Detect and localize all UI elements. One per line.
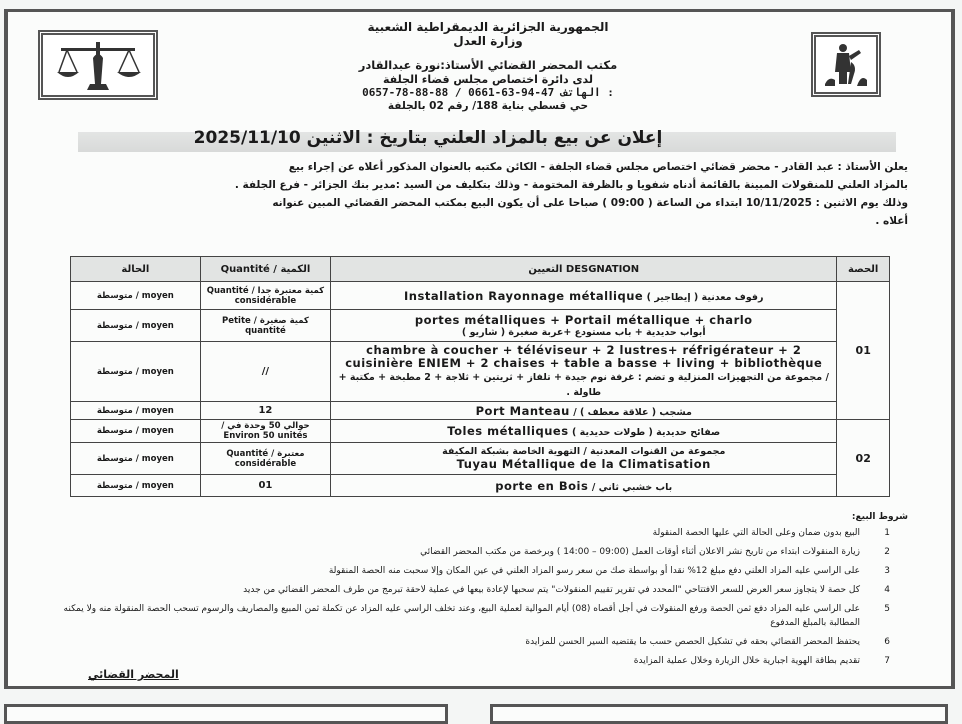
quantity-cell: حوالي 50 وحدة في / Environ 50 unités [200,420,330,443]
designation-cell [331,310,837,342]
condition-number: 3 [884,566,890,576]
designation-fr: portes métalliques + Portail métallique + charlo [414,313,753,327]
condition-text: على الراسي عليه المزاد العلني دفع مبلغ 12% نقدا أو بواسطة صك من سعر رسو المزاد العلني في عين المكان وإلا سحبت منه الحصة المنقولة [328,566,860,576]
next-page-frame-right [490,704,948,724]
condition-item [38,526,890,540]
quantity-cell: كمية معتبرة جدا / Quantité considérable [200,282,330,310]
condition-number: 4 [884,585,890,595]
office-name: مكتب المحضر القضائي الأستاذ:نورة عبدالقادر [358,58,618,72]
designation-fr: Toles métalliques [447,424,569,438]
republic-heading: الجمهورية الجزائرية الديمقراطية الشعبية [367,20,609,34]
ministry-heading: وزارة العدل [453,34,523,48]
lot-number: 02 [837,420,890,497]
phone-numbers: 0657-78-88-88 / 0661-63-94-47 [362,86,555,99]
quantity-cell: كمية صغيرة / Petite quantité [200,310,330,342]
quantity-cell: // [200,342,330,402]
title-date: 2025/11/10 [193,128,301,148]
designation-cell [331,420,837,443]
designation-line [334,446,833,457]
designation-fr: Installation Rayonnage métallique [404,288,644,303]
state-cell: moyen / متوسطة [71,342,201,402]
table-header-row [71,257,890,282]
designation-fr: Tuyau Métallique de la Climatisation [456,457,711,471]
lots-table [70,256,890,497]
condition-item [38,564,890,578]
intro-line: بالمزاد العلني للمنقولات المبينة بالقائمة أدناه شفويا و بالظرفة المختومة - وذلك بتكليف من السيد :مدير بنك الجزائر - فرع الجلفة . [234,179,908,191]
condition-number: 5 [884,604,890,614]
condition-text: تقديم بطاقة الهوية اجبارية خلال الزيارة وخلال عملية المزايدة [633,656,860,666]
condition-text: البيع بدون ضمان وعلى الحالة التي عليها الحصة المنقولة [652,528,860,538]
state-cell: moyen / متوسطة [71,475,201,497]
designation-fr: chambre à coucher + téléviseur + 2 lustres+ réfrigérateur + 2 cuisinière ENIEM + 2 chaises + table a basse + living + bibliothèque [345,342,823,370]
designation-ar: أبواب حديدية + باب مستودع +عربة صغيرة ( شاريو ) [461,327,706,338]
office-address: حي قسطي بناية 188/ رقم 02 بالجلفة [387,100,589,112]
state-cell: moyen / متوسطة [71,282,201,310]
condition-item [38,635,890,649]
scales-of-justice-logo [38,30,158,100]
table-row [71,443,890,475]
condition-item [38,654,890,668]
designation-fr: Port Manteau [475,403,570,418]
table-row [71,420,890,443]
designation-cell [331,342,837,402]
header-designation: DESGNATION التعيين [331,257,837,282]
conditions-list [38,526,908,668]
condition-item [38,602,890,630]
condition-item [38,583,890,597]
quantity-cell: 12 [200,402,330,420]
jurisdiction: لدى دائرة اختصاص مجلس قضاء الجلفة [382,73,594,86]
next-page-frame-left [4,704,448,724]
designation-ar: مجموعة من القنوات المعدنية / التهوية الخاصة بشبكة المكيفة [442,446,726,457]
table-row [71,310,890,342]
conditions-title: شروط البيع: [851,512,908,522]
document-frame [4,9,955,689]
designation-ar: مشجب ( علاقة معطف ) / [573,406,692,418]
designation-ar: باب خشبي ثاني / [591,481,673,493]
sale-conditions [38,512,908,673]
designation-ar: صفائح حديدية ( طولات حديدية ) [572,427,721,438]
announcement-body [48,158,908,230]
state-cell: moyen / متوسطة [71,310,201,342]
announcement-title [128,128,728,148]
table-row [71,475,890,497]
condition-text: كل حصة لا يتجاوز سعر العرض للسعر الافتتاحي "المحدد في تقرير تقييم المنقولات" يتم سحبها لإعادة بيعها في عملية لاحقة تبرمج من طرف المحضر القضائي من جديد [243,585,860,595]
state-cell: moyen / متوسطة [71,402,201,420]
condition-number: 1 [884,528,890,538]
table-row [71,402,890,420]
phone-label: الهاتف : [560,86,614,99]
signature-label: المحضر القضائي [88,668,179,681]
justice-figure-icon [821,40,871,90]
condition-number: 6 [884,637,890,647]
designation-ar: / مجموعة من التجهيزات المنزلية و تضم : غرفة نوم جيدة + تلفاز + ثريتين + ثلاجة + 2 مطبخة + مكتبة + طاولة . [338,371,829,398]
designation-cell [331,475,837,497]
state-cell: moyen / متوسطة [71,420,201,443]
phone-line [258,86,718,99]
condition-number: 7 [884,656,890,666]
header-lot: الحصة [837,257,890,282]
scales-of-justice-icon [53,38,143,93]
quantity-cell: 01 [200,475,330,497]
designation-cell [331,402,837,420]
condition-number: 2 [884,547,890,557]
state-cell: moyen / متوسطة [71,443,201,475]
condition-text: زيارة المنقولات ابتداء من تاريخ نشر الاعلان أثناء أوقات العمل (09:00 – 14:00 ) وبرخصة من مكتب المحضر القضائي [420,547,860,557]
intro-line: يعلن الأستاذ : عبد القادر - محضر قضائي اختصاص مجلس قضاء الجلفة - الكائن مكتبه بالعنوان المذكور أعلاه عن إجراء بيع [288,161,908,173]
designation-cell [331,282,837,310]
intro-line: وذلك يوم الاثنين : 10/11/2025 ابتداء من الساعة ( 09:00 ) صباحا على أن يكون البيع بمكتب المحضر القضائي المبين عنوانه [272,197,908,209]
table-row [71,282,890,310]
justice-figure-logo [811,32,881,97]
header-quantity: الكمية / Quantité [200,257,330,282]
title-prefix: إعلان عن بيع بالمزاد العلني بتاريخ : الاثنين [306,128,663,148]
condition-item [38,545,890,559]
designation-cell [331,443,837,475]
condition-text: يحتفظ المحضر القضائي بحقه في تشكيل الحصص حسب ما يقتضيه السير الحسن للمزايدة [525,637,860,647]
header-state: الحالة [71,257,201,282]
table-row [71,342,890,402]
quantity-cell: معتبرة / Quantité considérable [200,443,330,475]
designation-fr: porte en Bois [495,478,589,493]
designation-ar: رفوف معدنية ( إيطاجير ) [646,291,764,303]
condition-text: على الراسي عليه المزاد دفع ثمن الحصة ورفع المنقولات في أجل أقصاه (08) أيام الموالية لعملية البيع، وعند تخلف الراسي عليه المزاد عن تكملة ثمن المبيع والمصاريف والرسوم تسحب الحصة المنقولة منه ولا يمكنه المطالبة بالمبلغ المدفوع [63,604,860,628]
intro-line: أعلاه . [875,215,908,227]
lot-number: 01 [837,282,890,420]
